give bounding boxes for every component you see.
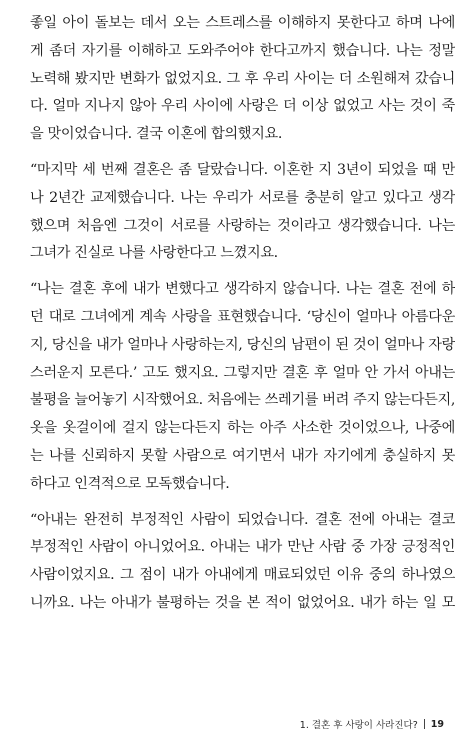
page-number: 19 [430, 718, 444, 730]
text-line: 니까요. 나는 아내가 불평하는 것을 본 적이 없었어요. 내가 하는 일 모 [30, 594, 455, 611]
text-line: 불평을 늘어놓기 시작했어요. 처음에는 쓰레기를 버려 주지 않는다든지, [30, 392, 455, 409]
text-line: 스러운지 모른다.’ 고도 했지요. 그렇지만 결혼 후 얼마 안 가서 아내는 [30, 364, 455, 381]
paragraph-3 [30, 276, 455, 498]
text-line: 다. 얼마 지나지 않아 우리 사이에 사랑은 더 이상 없었고 사는 것이 죽 [30, 98, 455, 115]
text-line: 하다고 인격적으로 모독했습니다. [30, 475, 230, 492]
text-line: 그녀가 진실로 나를 사랑한다고 느꼈지요. [30, 245, 278, 262]
text-line: 는 나를 신뢰하지 못할 사람으로 여기면서 내가 자기에게 충실하지 못 [30, 447, 455, 464]
text-line: 지, 당신을 내가 얼마나 사랑하는지, 당신의 남편이 된 것이 얼마나 자랑 [30, 336, 455, 353]
text-line: “나는 결혼 후에 내가 변했다고 생각하지 않습니다. 나는 결혼 전에 하 [30, 281, 455, 298]
text-line: 사람이었지요. 그 점이 내가 아내에게 매료되었던 이유 중의 하나였으 [30, 567, 455, 584]
text-line: 게 좀더 자기를 이해하고 도와주어야 한다고까지 했습니다. 나는 정말 [30, 42, 455, 59]
paragraph-4 [30, 507, 455, 618]
paragraph-2 [30, 157, 455, 268]
text-line: 했으며 처음엔 그것이 서로를 사랑하는 것이라고 생각했습니다. 나는 [30, 217, 455, 234]
paragraph-1 [30, 10, 455, 149]
footer-divider [424, 719, 425, 729]
text-line: 노력해 봤지만 변화가 없었지요. 그 후 우리 사이는 더 소원해져 갔습니 [30, 70, 455, 87]
text-line: “마지막 세 번째 결혼은 좀 달랐습니다. 이혼한 지 3년이 되었을 때 만 [30, 161, 455, 178]
text-line: “아내는 완전히 부정적인 사람이 되었습니다. 결혼 전에 아내는 결코 [30, 511, 455, 528]
page-body [30, 10, 455, 618]
text-line: 좋일 아이 돌보는 데서 오는 스트레스를 이해하지 못한다고 하며 나에 [30, 15, 455, 31]
chapter-title: 1. 결혼 후 사랑이 사라진다? [299, 720, 418, 731]
page-footer [300, 717, 444, 731]
text-line: 을 맛이었습니다. 결국 이혼에 합의했지요. [30, 126, 282, 143]
text-line: 옷을 옷걸이에 걸지 않는다든지 하는 아주 사소한 것이었으나, 나중에 [30, 420, 455, 437]
text-line: 던 대로 그녀에게 계속 사랑을 표현했습니다. ‘당신이 얼마나 아름다운 [30, 308, 455, 325]
text-line: 나 2년간 교제했습니다. 나는 우리가 서로를 충분히 알고 있다고 생각 [30, 189, 455, 206]
text-line: 부정적인 사람이 아니었어요. 아내는 내가 만난 사람 중 가장 긍정적인 [30, 539, 455, 556]
